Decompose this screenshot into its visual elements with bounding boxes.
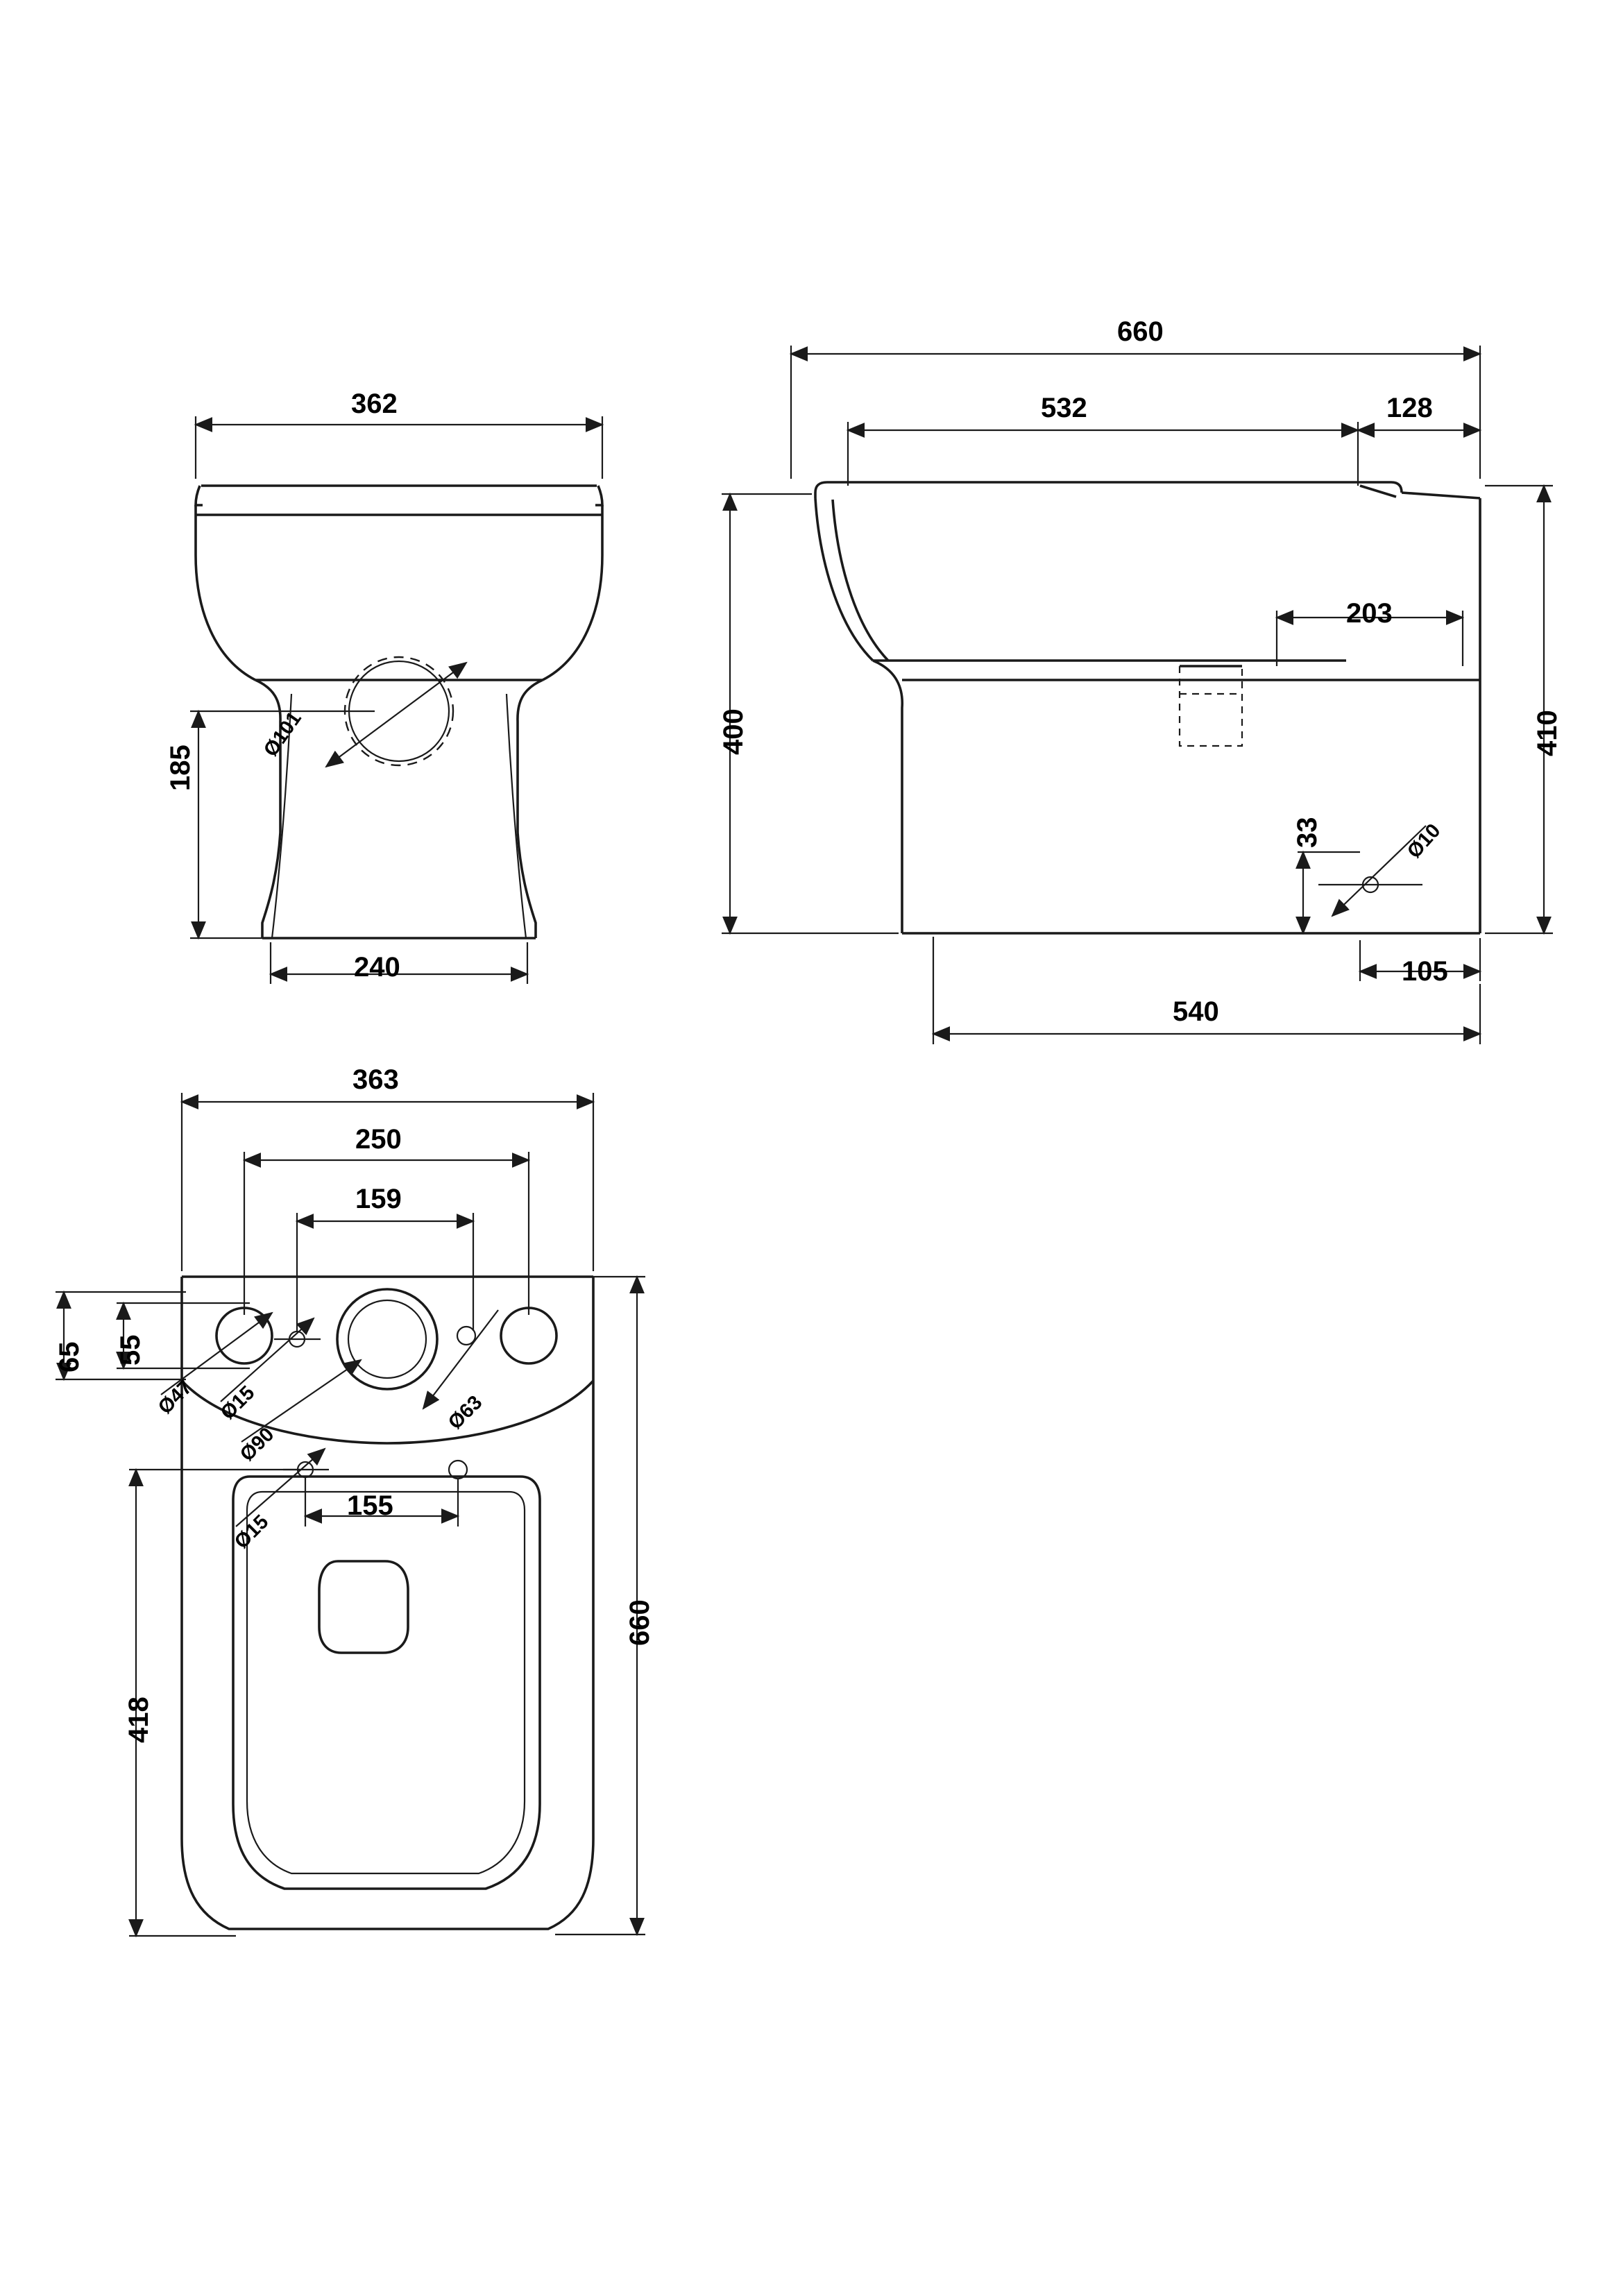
- dim-front-outlet-dia: Ø101: [260, 707, 306, 761]
- dim-front-outlet-height: 185: [165, 745, 196, 791]
- dim-plan-small-hole-1: Ø15: [216, 1381, 260, 1425]
- dim-plan-small-hole-3: Ø15: [230, 1511, 273, 1554]
- dim-plan-seat-hole-dia: Ø47: [154, 1376, 197, 1419]
- dim-front-width: 362: [351, 389, 398, 419]
- dim-side-fixing-height: 33: [1292, 817, 1323, 848]
- dim-side-overall-height: 410: [1532, 710, 1563, 756]
- dim-side-fixing-offset: 203: [1346, 598, 1393, 629]
- dim-side-fixing-dia: Ø10: [1403, 819, 1445, 863]
- front-elevation-view: [190, 416, 602, 984]
- dim-plan-second-offset: 55: [115, 1334, 146, 1366]
- dim-plan-bolt-span: 250: [355, 1124, 402, 1155]
- dim-side-overall-length: 660: [1117, 316, 1164, 347]
- dim-plan-flush-span: 155: [347, 1490, 393, 1521]
- dim-plan-front-to-fixing: 418: [124, 1697, 154, 1743]
- dim-plan-front-offset: 65: [54, 1341, 85, 1372]
- dim-plan-overall-length: 660: [624, 1599, 655, 1646]
- dim-side-seat-height: 400: [718, 708, 749, 755]
- dim-plan-overall-width: 363: [352, 1064, 399, 1095]
- dim-side-tail-length: 128: [1386, 393, 1433, 423]
- dim-side-bowl-length: 532: [1041, 393, 1087, 423]
- dim-plan-outlet-dia: Ø90: [236, 1423, 279, 1466]
- dim-side-base-length: 540: [1173, 996, 1219, 1027]
- dim-side-fixing-from-rear: 105: [1402, 956, 1448, 987]
- dim-plan-small-hole-2: Ø63: [444, 1391, 487, 1434]
- side-elevation-view: [722, 346, 1553, 1044]
- dim-front-base-width: 240: [354, 952, 400, 983]
- dim-plan-inner-span: 159: [355, 1184, 402, 1214]
